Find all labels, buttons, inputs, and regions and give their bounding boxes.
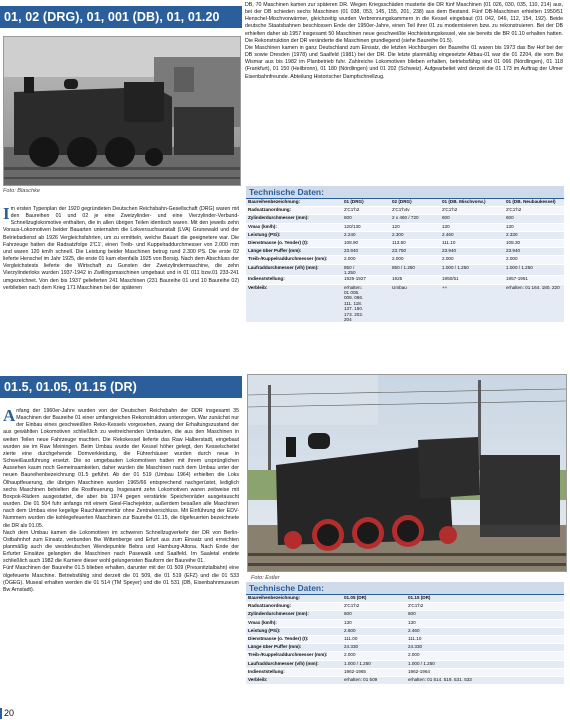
tech-data-heading: Technische Daten:: [246, 582, 564, 595]
row-label: Baureihenbezeichnung:: [246, 595, 342, 603]
row-label: Vmax (km/h):: [246, 223, 342, 231]
table-cell: 02 (DRG): [390, 199, 440, 207]
table-row: [246, 644, 564, 652]
table-cell: 130: [440, 223, 504, 231]
table-cell: 600: [440, 215, 504, 223]
table-cell: 1925: [390, 276, 440, 284]
table-cell: 2.000: [440, 256, 504, 264]
section-title-text: 01, 02 (DRG), 01, 001 (DB), 01, 01.20: [4, 10, 220, 24]
drop-cap: A: [3, 406, 16, 425]
table-cell: 2.000: [406, 652, 564, 660]
table-cell: 24.330: [342, 644, 406, 652]
table-cell: 600: [342, 611, 406, 619]
section-title: [0, 6, 242, 28]
table-cell: 1.000 / 1.250: [406, 660, 564, 668]
locomotive-photo-graphic: [248, 375, 566, 571]
table-cell: 23.940: [440, 248, 504, 256]
row-label: Radsatzanordnung:: [246, 603, 342, 611]
continuation-text: [245, 2, 563, 81]
table-cell: 120: [390, 223, 440, 231]
table-row: [246, 207, 564, 215]
table-cell: 2.330: [504, 231, 564, 239]
row-label: Vmax (km/h):: [246, 619, 342, 627]
row-label: Baureihenbezeichnung:: [246, 199, 342, 207]
table-cell: 850 / 1.250: [390, 264, 440, 276]
table-row: [246, 239, 564, 247]
row-label: Verbleib:: [246, 676, 342, 684]
table-row: [246, 676, 564, 684]
table-cell: 1957-1961: [504, 276, 564, 284]
table-cell: 2.000: [504, 256, 564, 264]
table-cell: 1962-1965: [342, 668, 406, 676]
table-row: [246, 248, 564, 256]
row-label: Treib-/Kuppelraddurchmesser (mm):: [246, 256, 342, 264]
table-cell: 2.600: [342, 627, 406, 635]
row-label: Laufraddurchmesser (v/h) (mm):: [246, 264, 342, 276]
table-cell: 01 (DB. Mischvorw.): [440, 199, 504, 207]
row-label: Treib-/Kuppelraddurchmesser (mm):: [246, 652, 342, 660]
drop-cap: I: [3, 204, 10, 223]
table-cell: 2.000: [390, 256, 440, 264]
table-cell: erhalten: 01 514. 519. 531. 533: [406, 676, 564, 684]
row-label: Radsatzanordnung:: [246, 207, 342, 215]
tech-data-table-2: [246, 582, 564, 685]
table-cell: 1.000 / 1.250: [342, 660, 406, 668]
table-cell: 1.000 / 1.250: [504, 264, 564, 276]
row-label: Verbleib:: [246, 284, 342, 323]
row-label: Zylinderdurchmesser (mm):: [246, 215, 342, 223]
section-title: [0, 376, 242, 398]
tech-data-heading: Technische Daten:: [246, 186, 564, 199]
table-cell: 01 (DB. Neubaukessel): [504, 199, 564, 207]
table-cell: 2.300: [390, 231, 440, 239]
row-label: Dienstmasse (o. Tender) (t):: [246, 239, 342, 247]
table-cell: 600: [406, 611, 564, 619]
table-row: [246, 231, 564, 239]
table-cell: 2'C1'h2: [440, 207, 504, 215]
table-cell: 111.10: [406, 635, 564, 643]
table-cell: 2'C1'h2: [504, 207, 564, 215]
table-header-row: [246, 199, 564, 207]
table-cell: Umbau: [390, 284, 440, 323]
table-row: [246, 264, 564, 276]
table-cell: 2.240: [342, 231, 390, 239]
table-cell: 24.330: [406, 644, 564, 652]
table-cell: 111.00: [342, 635, 406, 643]
intro-paragraph: m ersten Typenplan der 1920 gegründeten Deutschen Reichsbahn-Gesellschaft (DRG) waren mit den Baureihen 01 und 02 je eine Zweizylinder- und eine Vierzylinder-Verbund-Schnellzuglokomotive enthalten, die in allen übrigen Teilen identisch waren. Mit den jeweils zehn Voraus-Lokomotiven beider Bauarten unternahm die Lokversuchsanstalt (LVA) Grunewald und der Betriebsdienst ab 1926 Vergleichsfahrten, um zu ermitteln, welche Bauart die geeignetere war. Die Fahrzeuge hatten die Radsatzfolge 2'C1', einen Treib- und Kuppelraddurchmesser von 2.000 mm und waren 120 km/h schnell. Die Leistung beider Maschinen betrug rund 2.300 PS. Die erste 02 lieferte Henschel im Jahr 1925, die erste 01 kam ebenfalls 1925 von Borsig. Nach dem Abschluss der Vergleichstests lieferte die Wirtschaft zu Gunsten der Zweizylindermaschine, die zehn Vierzylinderloks wurden 1937-1942 in Zwillingsmaschinen umgebaut und in 01 011 bzw.01 233-241 umgezeichnet. Von den bis 1937 gelieferten 241 Maschinen (231 Baureihe 01 und 10 Baureihe 02) verblieben nach dem Krieg 171 Maschinen bei der späteren: [3, 206, 239, 291]
table-cell: 2'C1'h2: [406, 603, 564, 611]
row-label: Dienstmasse (o. Tender) (t):: [246, 635, 342, 643]
photo-caption: Foto: Estler: [251, 575, 280, 581]
table-cell: 600: [504, 215, 564, 223]
table-row: [246, 215, 564, 223]
table-cell: 23.940: [342, 248, 390, 256]
page-number-rule: [0, 708, 2, 719]
table-row: [246, 276, 564, 284]
table-row: [246, 635, 564, 643]
table-row: [246, 611, 564, 619]
table-cell: 108.30: [504, 239, 564, 247]
table-cell: 130: [342, 619, 406, 627]
table-cell: 108.90: [342, 239, 390, 247]
table-row: [246, 619, 564, 627]
tech-data-grid: [246, 595, 564, 685]
row-label: Indienststellung:: [246, 668, 342, 676]
table-cell: 1950/51: [440, 276, 504, 284]
table-cell: 850 / 1.250: [342, 264, 390, 276]
intro-text: [3, 206, 239, 292]
table-cell: 1962-1964: [406, 668, 564, 676]
table-cell: 2.000: [342, 256, 390, 264]
table-header-row: [246, 595, 564, 603]
table-cell: 130: [504, 223, 564, 231]
table-cell: 2'C1'h2: [342, 207, 390, 215]
table-cell: 2.460: [440, 231, 504, 239]
continuation-paragraph-1: DB, 70 Maschinen kamen zur späteren DR. Wegen Kriegsschäden musterte die DR fünf Maschinen (01 026, 030, 035, 110, 214) aus, bei der DB schieden sechs Maschinen (01 038, 053, 145, 155, 201, 238) aus dem Bestand. Fünf DB-Maschinen erhielten 1950/51 Henschel-Mischvorwärmer, gleichzeitig wurden Verbrennungskammern in die Kessel eingebaut (01 042, 046, 112, 154, 192). Beide deutsche Staatsbahnen beschlossen Ende der 1950er-Jahre, einen Teil ihrer 01 zu modernisieren bzw. zu rekonstruieren. Bei der DB erhielten daher ab 1957 insgesamt 50 Maschinen neue geschweißte Hochleistungskessel, wie sie bereits die BR 01.10 erhalten hatten. Die Rekonstruktion der DR veränderte die Maschinen grundlegend (siehe Baureihe 01.5).: [245, 2, 563, 44]
row-label: Leistung (PSi):: [246, 231, 342, 239]
section2-paragraph: nfang der 1960er-Jahre wurden von der Deutschen Reichsbahn der DDR insgesamt 35 Maschinen der Baureihe 01 einer umfangreichen Rekonstruktion unterzogen. War zunächst nur der Einbau eines geschweißten Reko-Kessels vorgesehen, zwang der Erhaltungszustand der aus gewählten Lokomotiven schließlich zu weitreichenden Umbauten, die aus den Maschinen in weiten Teilen neue Fahrzeuge machten. Die Rekokessel lieferte das Raw Halberstadt, eingebaut wurden sie im Raw Meiningen. Beim Umbau wurde der Kessel höher gelegt, den Kesselscheitel zierte eine durchgehende Domverkleidung, die Führerhäuser wurden durch neue in Schweißausführung ersetzt. Die so umgebauten Lokomotiven hatten mit ihrem ursprünglichen Aussehen kaum noch Gemeinsamkeiten, daher wurden die Maschinen nach dem Umbau unter der neuen Baureihenbezeichnung 01.5 geführt. Ab der 01 519 (Umbau 1964) erhielten die Loks Ölhauptfeuerung, die übrigen Maschinen wurden 1965/66 entsprechend nachgerüstet, lediglich sechs Maschinen behielten die Rostfeuerung. Insgesamt zehn Lokomotiven waren zeitweise mit Boxpok-Rädern ausgestattet, die aber bis 1974 gegen verstärkte Speichenräder ausgetauscht wurden. Die 01 504 fuhr anfangs mit einem Giesl-Flachejektor, außerdem besaßen alle Maschinen nach dem Umbau eine kegelige Rauchkammertür ohne Zentralverschluss. Mit Einführung der EDV-Nummern wurden die kohlegefeuerten Maschinen zur Baureihe 01.15, die ölgefeuerten bezeichnete die DR als 01.05. Nach dem Umbau kamen die Lokomotiven im schweren Schnellzugverkehr der DR von Berlin-Ostbahnhof zum Einsatz, verbunden Bw Wittenberge und Erfurt aus zum Einsatz und erreichten planmäßig auch die westdeutschen Wendepunkte Bebra und Hamburg-Altona. Nach Ende der Erfurter Einsätze gelangten die Maschinen nach Pasewalk und Saalfeld. Im Saaletal endete schließlich auch 1982 die Karriere dieser wohl gelungensten Bauform der Baureihe 01. Fünf Maschinen der Baureihe 01.5 blieben erhalten, darunter mit der 01 509 (Pressnitztalbahn) eine ölgefeuerte Maschine. Betriebsfähig sind derzeit die 01 509, die 01 519 (EFZ) und die 01 533 (ÖGEG). Museal erhalten werden die 01 514 (TM Speyer) und die 01 531 (DB, Eisenbahnmuseum Bw Arnstadt).: [3, 408, 239, 593]
row-label: Leistung (PSi):: [246, 627, 342, 635]
table-cell: 23.940: [504, 248, 564, 256]
table-cell: 600: [342, 215, 390, 223]
table-cell: ++: [440, 284, 504, 323]
table-cell: 23.750: [390, 248, 440, 256]
table-row: [246, 603, 564, 611]
table-cell: 01.15 (DR): [406, 595, 564, 603]
table-cell: 01 (DRG): [342, 199, 390, 207]
photo-caption: Foto: Blaschke: [3, 188, 40, 194]
table-cell: 2 x 460 / 720: [390, 215, 440, 223]
table-cell: 2.460: [406, 627, 564, 635]
table-cell: 2.000: [342, 652, 406, 660]
table-cell: 113.50: [390, 239, 440, 247]
page-number-text: 20: [4, 708, 15, 718]
table-cell: 2'C1'h4v: [390, 207, 440, 215]
row-label: Laufraddurchmesser (v/h) (mm):: [246, 660, 342, 668]
row-label: Indienststellung:: [246, 276, 342, 284]
table-cell: 130: [406, 619, 564, 627]
locomotive-photo: [247, 374, 567, 572]
section2-text: [3, 408, 239, 594]
table-cell: 1925-1927: [342, 276, 390, 284]
page-number: [0, 706, 16, 720]
table-cell: 111.10: [440, 239, 504, 247]
table-cell: erhalten: 01 509: [342, 676, 406, 684]
table-cell: 1.000 / 1.250: [440, 264, 504, 276]
row-label: Zylinderdurchmesser (mm):: [246, 611, 342, 619]
table-row: [246, 223, 564, 231]
tech-data-table-1: [246, 186, 564, 323]
locomotive-photo: [3, 36, 241, 186]
row-label: Länge über Puffer (mm):: [246, 248, 342, 256]
table-row: [246, 627, 564, 635]
section-title-text: 01.5, 01.05, 01.15 (DR): [4, 380, 137, 394]
continuation-paragraph-2: Die Maschinen kamen in ganz Deutschland zum Einsatz, die letzten Hochburgen der Baureihe 01 waren bis 1973 das Bw Hof bei der DB sowie Dresden (1978) und Saalfeld (1981) bei der DR. Die letzte planmäßig eingesetzte Altbau-01 war die 01 2204, die vom Bw Wismar aus bis 1982 im Planbetrieb fuhr. Zahlreiche Lokomotiven blieben erhalten, betriebsfähig sind 01 066 (Nördlingen), 01 118 (Frankfurt), 01 150 (Heilbronn), 01 180 (Nördlingen) und 01 202 (Schweiz). Aufgearbeitet wird derzeit die 01 173 im Auftrag der Ulmer Eisenbahnfreunde. Abteilung Historischer Dampfschnellzug.: [245, 44, 563, 80]
locomotive-photo-graphic: [4, 37, 240, 185]
table-row: [246, 660, 564, 668]
table-row: [246, 284, 564, 323]
table-cell: erhalten: 01 164. 180. 220: [504, 284, 564, 323]
table-row: [246, 256, 564, 264]
table-cell: 120/130: [342, 223, 390, 231]
table-row: [246, 652, 564, 660]
table-row: [246, 668, 564, 676]
tech-data-grid: [246, 199, 564, 323]
table-cell: 01.05 (DR): [342, 595, 406, 603]
table-cell: erhalten: 01 005. 008. 066. 111. 118. 137. 150. 173. 202. 204: [342, 284, 390, 323]
table-cell: 2'C1'h2: [342, 603, 406, 611]
row-label: Länge über Puffer (mm):: [246, 644, 342, 652]
